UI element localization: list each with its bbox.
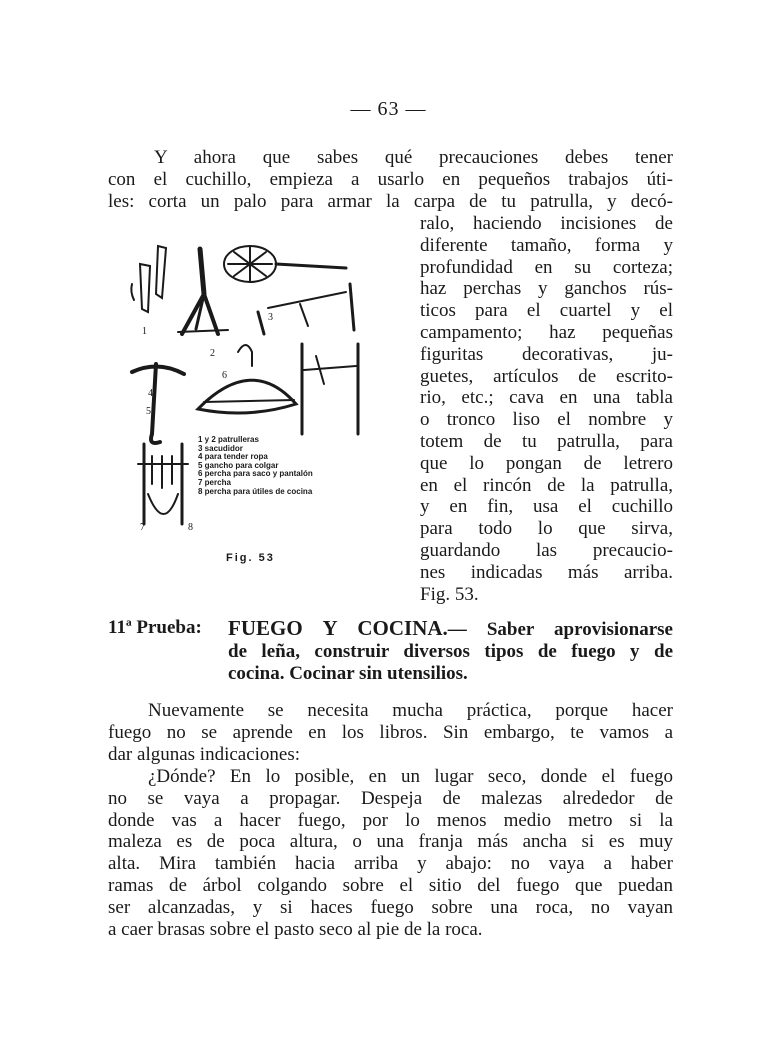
fig-number: 7 xyxy=(140,522,145,533)
forked-stand-2 xyxy=(178,249,228,334)
figure-legend xyxy=(198,436,313,496)
prueba-text: — Saber aprovisionarse xyxy=(447,619,673,640)
prueba-text: de leña, construir diversos tipos de fuego y de xyxy=(228,641,673,662)
text-line: dar algunas indicaciones: xyxy=(108,743,301,765)
legend-item: 5 gancho para colgar xyxy=(198,460,279,470)
intro-paragraph xyxy=(108,147,673,212)
beater-3 xyxy=(224,246,346,282)
fig-number: 1 xyxy=(142,326,147,337)
paragraph-3 xyxy=(108,766,673,940)
legend-item: 6 percha para saco y pantalón xyxy=(198,469,313,479)
figure-illustration xyxy=(118,234,363,569)
text-line: nes indicadas más arriba. xyxy=(420,561,673,583)
page-number: — 63 — xyxy=(350,98,427,120)
text-line: donde vas a hacer fuego, por lo menos medio metro si la xyxy=(108,809,673,831)
text-line: ralo, haciendo incisiones de xyxy=(420,213,673,234)
prueba-title: FUEGO Y COCINA. xyxy=(228,616,448,640)
text-line: profundidad en su corteza; xyxy=(420,256,673,278)
text-line: campamento; haz pequeñas xyxy=(420,321,673,343)
legend-item: 8 percha para útiles de cocina xyxy=(198,486,313,496)
legend-item: 4 para tender ropa xyxy=(198,452,268,462)
text-line: que lo pongan de letrero xyxy=(420,452,673,474)
text-line: alta. Mira también hacia arriba y abajo: no vaya a haber xyxy=(108,853,673,875)
text-line: ser alcanzadas, y si haces fuego sobre una roca, no vayan xyxy=(108,896,673,918)
text-line: a caer brasas sobre el pasto seco al pie de la roca. xyxy=(108,918,483,940)
fig-number: 6 xyxy=(222,370,227,381)
fig-number: 2 xyxy=(210,348,215,359)
text-line: guetes, artículos de escrito- xyxy=(420,365,673,387)
legend-item: 7 percha xyxy=(198,477,231,487)
text-line: ticos para el cuartel y el xyxy=(420,300,673,322)
fig-number: 5 xyxy=(146,406,151,417)
utensil-rack-8 xyxy=(138,444,188,524)
legend-item: 1 y 2 patrulleras xyxy=(198,435,259,444)
text-line: ¿Dónde? En lo posible, en un lugar seco, donde el fuego xyxy=(148,766,673,787)
paragraph-2 xyxy=(108,700,673,765)
text-line: o tronco liso el nombre y xyxy=(420,409,673,431)
prueba-label: 11ª Prueba: xyxy=(108,617,202,638)
text-line: guardando las precaucio- xyxy=(420,539,673,561)
text-line: figuritas decorativas, ju- xyxy=(420,343,673,365)
hook-5 xyxy=(132,364,184,443)
text-line: les: corta un palo para armar la carpa de tu patrulla, y decó- xyxy=(108,190,673,212)
carved-stick-1 xyxy=(131,246,166,312)
text-line: ramas de árbol colgando sobre el sitio del fuego que puedan xyxy=(108,874,673,896)
prueba-text: cocina. Cocinar sin utensilios. xyxy=(228,663,468,684)
text-line: haz perchas y ganchos rús- xyxy=(420,278,673,300)
wall-pegs xyxy=(302,344,358,434)
clothesline-4 xyxy=(258,284,354,334)
legend-item: 3 sacudidor xyxy=(198,443,243,453)
text-line: para todo lo que sirva, xyxy=(420,518,673,540)
figure-caption: Fig. 53 xyxy=(226,552,275,564)
text-line: no se vaya a propagar. Despeja de malezas alrededor de xyxy=(108,787,673,809)
text-line: en el rincón de la patrulla, xyxy=(420,474,673,496)
text-line: fuego no se aprende en los libros. Sin embargo, te vamos a xyxy=(108,721,673,743)
text-line: Fig. 53. xyxy=(420,583,479,605)
text-line: con el cuchillo, empieza a usarlo en pequeños trabajos úti- xyxy=(108,168,673,190)
fig-number: 4 xyxy=(148,388,153,399)
text-line: diferente tamaño, forma y xyxy=(420,234,673,256)
text-line: rio, etc.; cava en una tabla xyxy=(420,387,673,409)
figure-53 xyxy=(118,234,363,569)
text-line: Nuevamente se necesita mucha práctica, porque hacer xyxy=(148,700,673,721)
text-line: totem de tu patrulla, para xyxy=(420,430,673,452)
text-line: Y ahora que sabes qué precauciones debes tener xyxy=(154,147,673,168)
wrapped-paragraph xyxy=(420,213,673,605)
fig-number: 3 xyxy=(268,312,273,323)
text-line: y en fin, usa el cuchillo xyxy=(420,496,673,518)
text-line: maleza es de poca altura, o una franja más ancha si es muy xyxy=(108,831,673,853)
prueba-body xyxy=(228,617,673,685)
fig-number: 8 xyxy=(188,522,193,533)
